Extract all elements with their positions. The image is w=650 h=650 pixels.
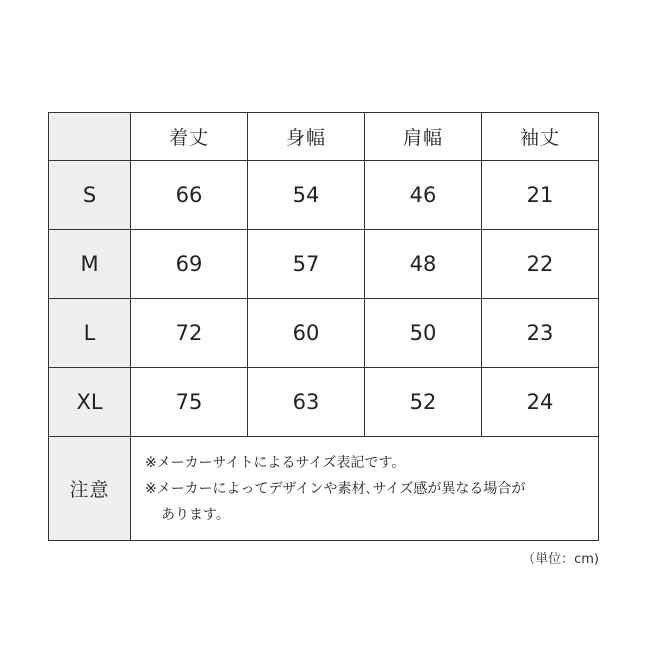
length-value: 69 <box>131 230 248 299</box>
size-label: XL <box>49 368 131 437</box>
body-width-value: 63 <box>248 368 365 437</box>
body-width-value: 57 <box>248 230 365 299</box>
sleeve-length-value: 24 <box>482 368 599 437</box>
shoulder-width-value: 50 <box>365 299 482 368</box>
shoulder-width-value: 48 <box>365 230 482 299</box>
sleeve-length-value: 22 <box>482 230 599 299</box>
note-line: ※メーカーによってデザインや素材､サイズ感が異なる場合が <box>145 480 526 497</box>
header-row <box>49 113 599 161</box>
sleeve-length-value: 23 <box>482 299 599 368</box>
notes-label: 注意 <box>49 437 131 541</box>
length-value: 75 <box>131 368 248 437</box>
table-row <box>49 230 599 299</box>
shoulder-width-value: 46 <box>365 161 482 230</box>
table-row <box>49 299 599 368</box>
length-value: 72 <box>131 299 248 368</box>
table-row <box>49 368 599 437</box>
size-label: M <box>49 230 131 299</box>
header-sleeve-length: 袖丈 <box>482 113 599 161</box>
body-width-value: 54 <box>248 161 365 230</box>
unit-note: （単位：cm) <box>522 552 599 567</box>
header-shoulder-width: 肩幅 <box>365 113 482 161</box>
length-value: 66 <box>131 161 248 230</box>
size-label: L <box>49 299 131 368</box>
notes-row <box>49 437 599 541</box>
body-width-value: 60 <box>248 299 365 368</box>
note-line: ※メーカーサイトによるサイズ表記です。 <box>145 454 406 471</box>
notes-text <box>131 437 599 541</box>
note-line: あります。 <box>161 506 230 523</box>
size-label: S <box>49 161 131 230</box>
size-chart-table <box>48 112 599 541</box>
sleeve-length-value: 21 <box>482 161 599 230</box>
table-row <box>49 161 599 230</box>
header-body-width: 身幅 <box>248 113 365 161</box>
shoulder-width-value: 52 <box>365 368 482 437</box>
header-length: 着丈 <box>131 113 248 161</box>
corner-cell <box>49 113 131 161</box>
